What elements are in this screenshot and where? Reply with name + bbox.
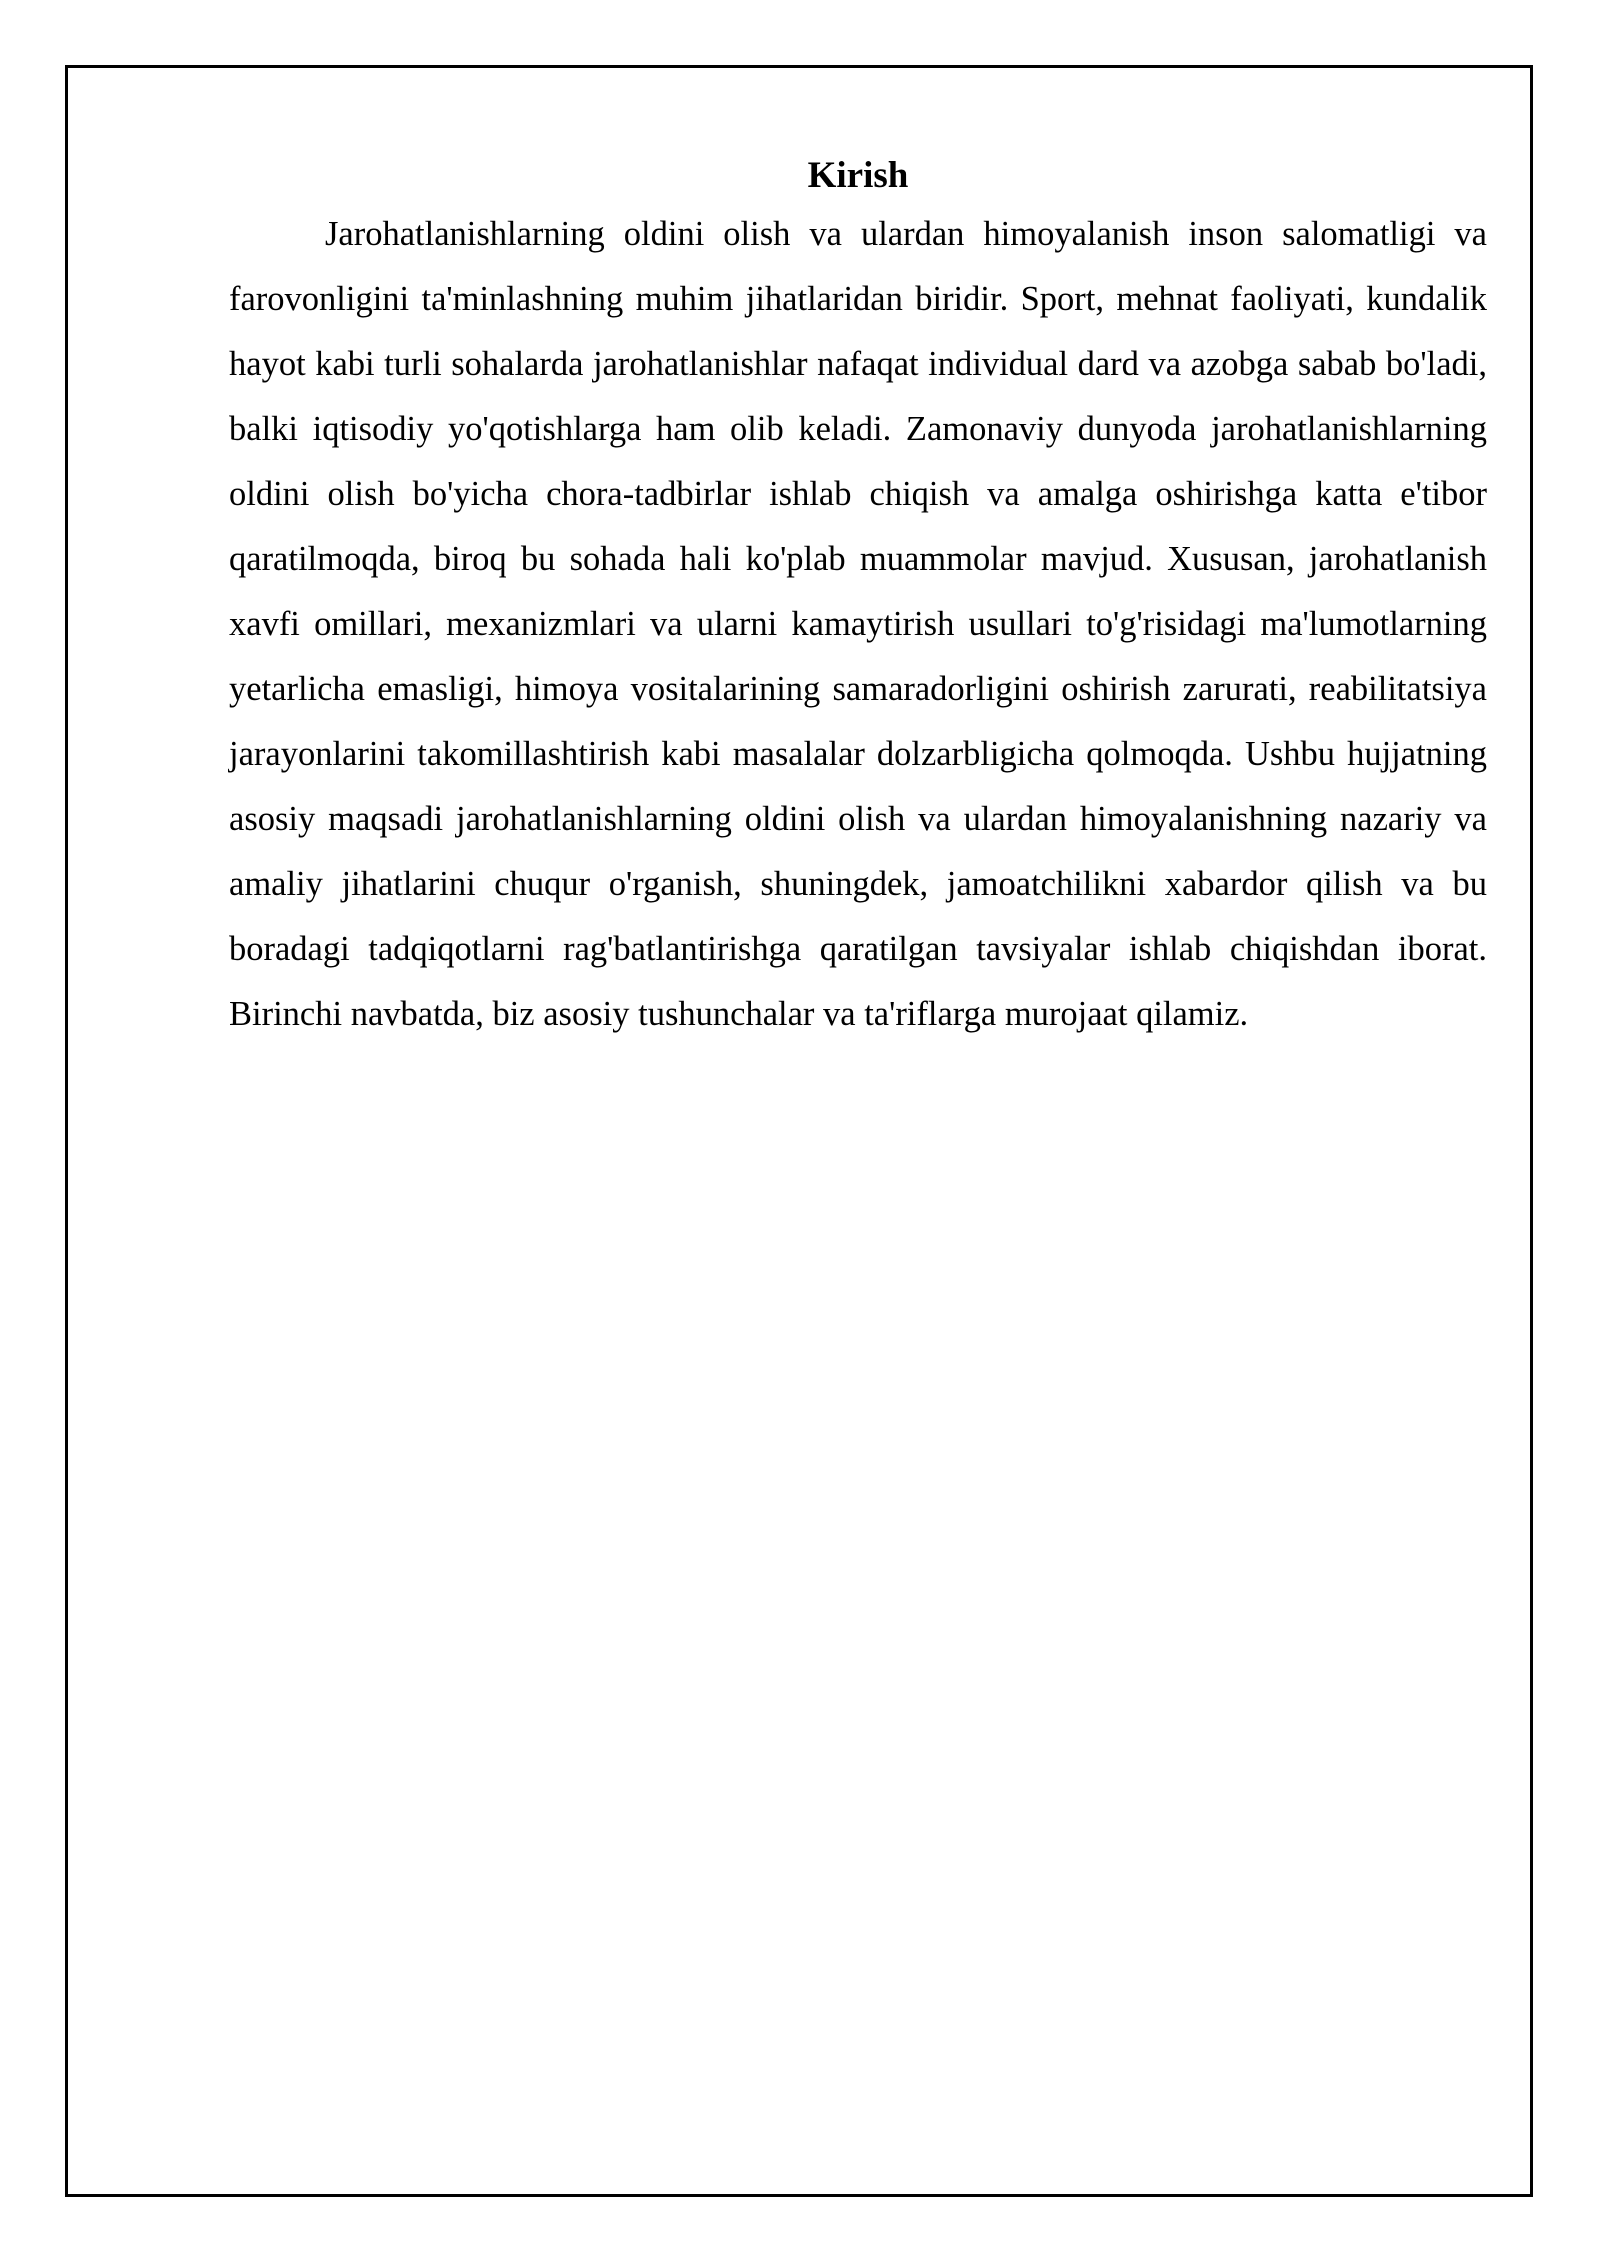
- body-paragraph: Jarohatlanishlarning oldini olish va ulardan himoyalanish inson salomatligi va farovonligini ta'minlashning muhim jihatlaridan biridir. Sport, mehnat faoliyati, kundalik hayot kabi turli sohalarda jarohatlanishlar nafaqat individual dard va azobga sabab bo'ladi, balki iqtisodiy yo'qotishlarga ham olib keladi. Zamonaviy dunyoda jarohatlanishlarning oldini olish bo'yicha chora-tadbirlar ishlab chiqish va amalga oshirishga katta e'tibor qaratilmoqda, biroq bu sohada hali ko'plab muammolar mavjud. Xususan, jarohatlanish xavfi omillari, mexanizmlari va ularni kamaytirish usullari to'g'risidagi ma'lumotlarning yetarlicha emasligi, himoya vositalarining samaradorligini oshirish zarurati, reabilitatsiya jarayonlarini takomillashtirish kabi masalalar dolzarbligicha qolmoqda. Ushbu hujjatning asosiy maqsadi jarohatlanishlarning oldini olish va ulardan himoyalanishning nazariy va amaliy jihatlarini chuqur o'rganish, shuningdek, jamoatchilikni xabardor qilish va bu boradagi tadqiqotlarni rag'batlantirishga qaratilgan tavsiyalar ishlab chiqishdan iborat. Birinchi navbatda, biz asosiy tushunchalar va ta'riflarga murojaat qilamiz.: [229, 215, 1487, 1033]
- document-title: Kirish: [807, 155, 909, 196]
- document-content: [229, 150, 1487, 1047]
